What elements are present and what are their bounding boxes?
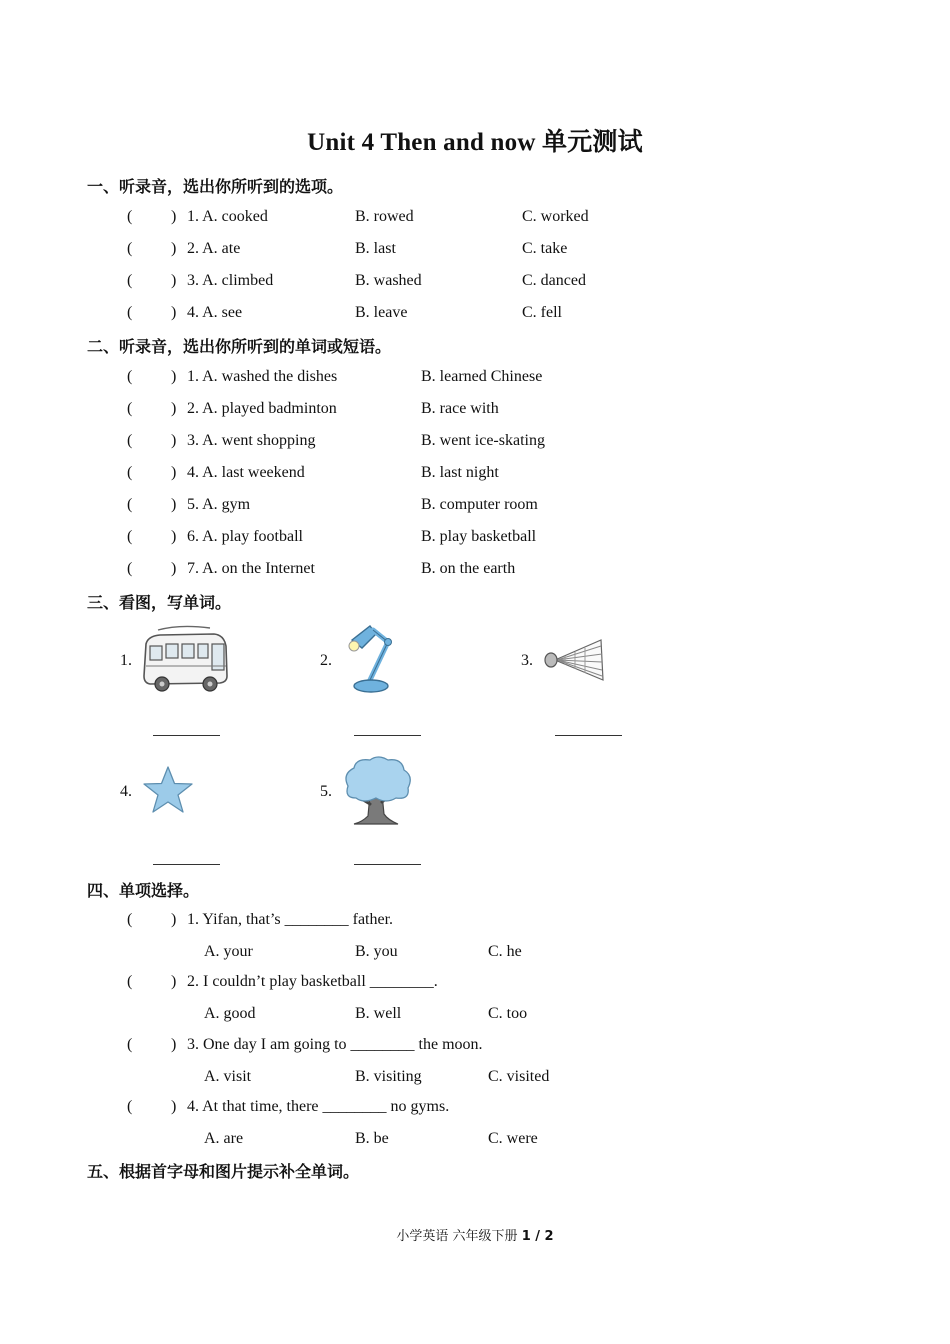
s1-question-3 — [0, 270, 950, 292]
answer-paren-open: ( — [127, 560, 133, 577]
s2-question-4 — [0, 462, 950, 484]
page-title: Unit 4 Then and now 单元测试 — [307, 129, 643, 156]
s4-options-3 — [0, 1066, 950, 1088]
answer-paren-close: ) — [171, 272, 177, 289]
option-b: B. washed — [355, 272, 422, 289]
option-a: 2. A. ate — [187, 240, 241, 257]
answer-paren-close: ) — [171, 432, 177, 449]
page-footer — [0, 1225, 950, 1244]
option-a: 1. A. cooked — [187, 208, 268, 225]
option-c: C. danced — [522, 272, 586, 289]
answer-paren-close: ) — [171, 400, 177, 417]
shuttlecock-icon — [541, 628, 611, 692]
s4-question-3 — [0, 1034, 950, 1056]
answer-paren-close: ) — [171, 496, 177, 513]
option-b: B. on the earth — [421, 560, 516, 577]
answer-paren-open: ( — [127, 368, 133, 385]
s2-question-5 — [0, 494, 950, 516]
option-a: 5. A. gym — [187, 496, 251, 513]
picture-1-label: 1. — [120, 652, 132, 669]
answer-paren-close: ) — [171, 464, 177, 481]
s4-options-1 — [0, 941, 950, 963]
s1-question-4 — [0, 302, 950, 324]
option-a: 3. A. went shopping — [187, 432, 316, 449]
option-b: B. well — [355, 1005, 402, 1022]
option-a: 4. A. last weekend — [187, 464, 305, 481]
option-b: B. visiting — [355, 1068, 422, 1085]
answer-paren-open: ( — [127, 1098, 133, 1115]
answer-paren-open: ( — [127, 400, 133, 417]
option-a: A. good — [204, 1005, 256, 1022]
section-4-heading: 四、单项选择。 — [87, 881, 200, 900]
star-icon — [140, 764, 196, 816]
option-a: A. visit — [204, 1068, 252, 1085]
option-b: B. computer room — [421, 496, 538, 513]
option-a: 4. A. see — [187, 304, 243, 321]
option-c: C. fell — [522, 304, 562, 321]
answer-paren-close: ) — [171, 208, 177, 225]
option-a: 2. A. played badminton — [187, 400, 337, 417]
s4-options-4 — [0, 1128, 950, 1150]
option-b: B. rowed — [355, 208, 414, 225]
option-a: A. your — [204, 943, 253, 960]
option-a: 1. A. washed the dishes — [187, 368, 338, 385]
answer-paren-close: ) — [171, 1098, 177, 1115]
answer-paren-open: ( — [127, 973, 133, 990]
option-b: B. you — [355, 943, 398, 960]
answer-blank-4[interactable] — [153, 864, 220, 865]
answer-paren-close: ) — [171, 973, 177, 990]
s2-question-6 — [0, 526, 950, 548]
answer-paren-close: ) — [171, 911, 177, 928]
desk-lamp-icon — [340, 620, 410, 700]
picture-4-label: 4. — [120, 783, 132, 800]
s4-question-1 — [0, 909, 950, 931]
s1-question-1 — [0, 206, 950, 228]
option-a: A. are — [204, 1130, 244, 1147]
answer-paren-open: ( — [127, 432, 133, 449]
question-text: 2. I couldn’t play basketball ________. — [187, 973, 438, 990]
answer-blank-2[interactable] — [354, 735, 421, 736]
section-3-heading: 三、看图，写单词。 — [87, 593, 232, 612]
s4-question-4 — [0, 1096, 950, 1118]
option-c: C. take — [522, 240, 568, 257]
s1-question-2 — [0, 238, 950, 260]
question-text: 3. One day I am going to ________ the moon. — [187, 1036, 483, 1053]
option-c: C. worked — [522, 208, 589, 225]
option-b: B. last night — [421, 464, 499, 481]
answer-paren-open: ( — [127, 208, 133, 225]
answer-paren-open: ( — [127, 1036, 133, 1053]
option-b: B. learned Chinese — [421, 368, 543, 385]
section-1-heading: 一、听录音，选出你所听到的选项。 — [87, 177, 344, 196]
option-b: B. went ice-skating — [421, 432, 545, 449]
option-a: 7. A. on the Internet — [187, 560, 315, 577]
option-b: B. be — [355, 1130, 389, 1147]
option-c: C. too — [488, 1005, 528, 1022]
option-c: C. he — [488, 943, 522, 960]
option-c: C. visited — [488, 1068, 550, 1085]
answer-paren-close: ) — [171, 240, 177, 257]
answer-paren-close: ) — [171, 368, 177, 385]
answer-paren-close: ) — [171, 1036, 177, 1053]
answer-paren-open: ( — [127, 240, 133, 257]
option-a: 3. A. climbed — [187, 272, 274, 289]
section-2-heading: 二、听录音，选出你所听到的单词或短语。 — [87, 337, 392, 356]
answer-blank-3[interactable] — [555, 735, 622, 736]
section-5-heading: 五、根据首字母和图片提示补全单词。 — [87, 1162, 360, 1181]
answer-paren-open: ( — [127, 496, 133, 513]
tree-icon — [340, 754, 414, 832]
answer-paren-close: ) — [171, 304, 177, 321]
s2-question-2 — [0, 398, 950, 420]
picture-3-label: 3. — [521, 652, 533, 669]
picture-2-label: 2. — [320, 652, 332, 669]
option-b: B. play basketball — [421, 528, 537, 545]
bus-icon — [140, 622, 232, 700]
footer-text: 小学英语 六年级下册 — [396, 1229, 522, 1244]
answer-blank-1[interactable] — [153, 735, 220, 736]
answer-blank-5[interactable] — [354, 864, 421, 865]
answer-paren-open: ( — [127, 911, 133, 928]
s2-question-1 — [0, 366, 950, 388]
s2-question-7 — [0, 558, 950, 580]
s2-question-3 — [0, 430, 950, 452]
option-a: 6. A. play football — [187, 528, 303, 545]
option-b: B. race with — [421, 400, 499, 417]
answer-paren-close: ) — [171, 528, 177, 545]
answer-paren-open: ( — [127, 464, 133, 481]
page-number: 1 / 2 — [521, 1229, 554, 1244]
option-c: C. were — [488, 1130, 538, 1147]
answer-paren-close: ) — [171, 560, 177, 577]
answer-paren-open: ( — [127, 304, 133, 321]
s4-options-2 — [0, 1003, 950, 1025]
answer-paren-open: ( — [127, 528, 133, 545]
option-b: B. last — [355, 240, 396, 257]
answer-paren-open: ( — [127, 272, 133, 289]
option-b: B. leave — [355, 304, 408, 321]
question-text: 4. At that time, there ________ no gyms. — [187, 1098, 450, 1115]
s4-question-2 — [0, 971, 950, 993]
picture-5-label: 5. — [320, 783, 332, 800]
question-text: 1. Yifan, that’s ________ father. — [187, 911, 394, 928]
